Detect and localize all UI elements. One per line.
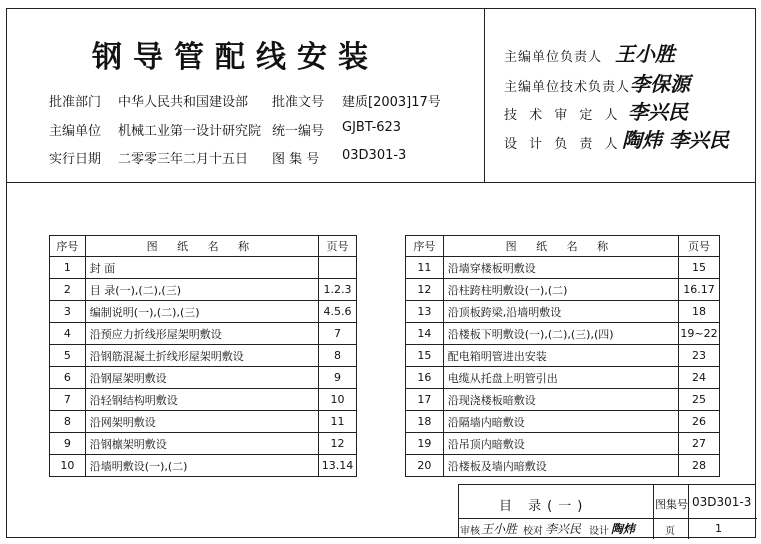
row-number: 7 (50, 389, 86, 411)
design-signature: 陶炜 (611, 522, 636, 536)
row-number: 4 (50, 323, 86, 345)
row-page: 4.5.6 (319, 301, 357, 323)
row-page: 10 (319, 389, 357, 411)
row-title: 沿轻钢结构明敷设 (85, 389, 318, 411)
row-title: 沿网架明敷设 (85, 411, 318, 433)
row-page: 15 (679, 257, 720, 279)
row-title: 沿预应力折线形屋架明敷设 (85, 323, 318, 345)
meta-label-editor: 主编单位 (49, 124, 102, 139)
row-page: 7 (319, 323, 357, 345)
meta-label-atlas-no: 图 集 号 (272, 152, 320, 167)
row-page: 23 (679, 345, 720, 367)
row-title: 沿墙明敷设(一),(二) (85, 455, 318, 477)
meta-label-unified-no: 统一编号 (272, 124, 325, 139)
meta-value-approver: 中华人民共和国建设部 (118, 95, 249, 110)
responsible-role-reviewer: 技 术 审 定 人 (504, 108, 622, 123)
table-row (50, 323, 357, 345)
table-row (406, 411, 720, 433)
review-signature: 王小胜 (481, 522, 518, 536)
design-label: 设计 (589, 526, 609, 537)
row-title: 沿柱跨柱明敷设(一),(二) (443, 279, 678, 301)
meta-value-editor: 机械工业第一设计研究院 (118, 124, 262, 139)
row-page: 11 (319, 411, 357, 433)
row-title: 沿钢屋架明敷设 (85, 367, 318, 389)
table-row (50, 345, 357, 367)
row-title: 沿现浇楼板暗敷设 (443, 389, 678, 411)
table-row (50, 389, 357, 411)
row-title: 沿钢檩架明敷设 (85, 433, 318, 455)
row-page: 27 (679, 433, 720, 455)
row-number: 14 (406, 323, 444, 345)
page-no: 1 (715, 522, 722, 535)
row-title: 沿楼板及墙内暗敷设 (443, 455, 678, 477)
row-title: 沿钢筋混凝土折线形屋架明敷设 (85, 345, 318, 367)
row-title: 沿顶板跨梁,沿墙明敷设 (443, 301, 678, 323)
row-number: 9 (50, 433, 86, 455)
table-row (50, 411, 357, 433)
table-row (50, 257, 357, 279)
row-title: 沿墙穿楼板明敷设 (443, 257, 678, 279)
row-page: 25 (679, 389, 720, 411)
row-number: 6 (50, 367, 86, 389)
page-title: 钢导管配线安装 (92, 40, 379, 75)
row-title: 电缆从托盘上明管引出 (443, 367, 678, 389)
meta-value-approval-no: 建质[2003]17号 (342, 95, 441, 110)
table-row (50, 433, 357, 455)
row-title: 配电箱明管进出安装 (443, 345, 678, 367)
table-row (406, 301, 720, 323)
row-number: 11 (406, 257, 444, 279)
signature-chief-editor: 王小胜 (615, 42, 675, 66)
table-row (406, 257, 720, 279)
row-page: 13.14 (319, 455, 357, 477)
meta-label-effective-date: 实行日期 (49, 152, 102, 167)
row-page: 26 (679, 411, 720, 433)
signature-reviewer: 李兴民 (628, 100, 688, 124)
header-name: 图 纸 名 称 (85, 236, 318, 257)
index-rows-right (406, 257, 720, 477)
responsible-role-tech-chief: 主编单位技术负责人 (504, 80, 631, 95)
row-page: 19~22 (679, 323, 720, 345)
header-name: 图 纸 名 称 (443, 236, 678, 257)
index-table-right (405, 235, 720, 477)
row-title: 封 面 (85, 257, 318, 279)
header-no: 序号 (406, 236, 444, 257)
atlas-label: 图集号 (655, 498, 688, 511)
tb-divider (653, 485, 654, 539)
row-number: 3 (50, 301, 86, 323)
row-title: 编制说明(一),(二),(三) (85, 301, 318, 323)
row-page: 18 (679, 301, 720, 323)
row-title: 目 录(一),(二),(三) (85, 279, 318, 301)
meta-value-effective-date: 二零零三年二月十五日 (118, 152, 249, 167)
check-signature: 李兴民 (545, 522, 582, 536)
table-row (406, 323, 720, 345)
row-number: 1 (50, 257, 86, 279)
index-rows-left (50, 257, 357, 477)
row-page: 9 (319, 367, 357, 389)
table-row (406, 433, 720, 455)
row-page: 12 (319, 433, 357, 455)
table-row (406, 279, 720, 301)
atlas-no: 03D301-3 (692, 495, 752, 509)
row-page: 24 (679, 367, 720, 389)
row-number: 5 (50, 345, 86, 367)
row-number: 16 (406, 367, 444, 389)
row-number: 20 (406, 455, 444, 477)
table-row (406, 367, 720, 389)
table-row (406, 345, 720, 367)
check-label: 校对 (523, 526, 543, 537)
table-row (406, 389, 720, 411)
row-title: 沿隔墙内暗敷设 (443, 411, 678, 433)
row-number: 17 (406, 389, 444, 411)
signature-tech-chief: 李保源 (630, 72, 690, 96)
responsible-role-chief-editor: 主编单位负责人 (504, 50, 603, 65)
row-page: 16.17 (679, 279, 720, 301)
signature-design-lead: 陶炜 李兴民 (622, 128, 729, 152)
header-divider (6, 182, 756, 183)
index-table-left (49, 235, 357, 477)
tb-divider (688, 485, 689, 539)
page-label: 页 (665, 526, 675, 537)
table-row (50, 367, 357, 389)
row-number: 13 (406, 301, 444, 323)
responsible-role-design-lead: 设 计 负 责 人 (504, 137, 622, 152)
row-page: 1.2.3 (319, 279, 357, 301)
row-number: 8 (50, 411, 86, 433)
meta-label-approver: 批准部门 (49, 95, 102, 110)
row-page (319, 257, 357, 279)
header-vertical-divider (484, 8, 485, 183)
row-number: 19 (406, 433, 444, 455)
row-number: 2 (50, 279, 86, 301)
header-page: 页号 (319, 236, 357, 257)
row-number: 18 (406, 411, 444, 433)
meta-value-atlas-no: 03D301-3 (342, 148, 407, 163)
table-row (50, 301, 357, 323)
meta-value-unified-no: GJBT-623 (342, 120, 402, 135)
table-row (50, 455, 357, 477)
row-number: 12 (406, 279, 444, 301)
table-row (406, 455, 720, 477)
title-block (458, 484, 756, 538)
sheet-title: 目 录(一) (499, 499, 589, 514)
row-number: 10 (50, 455, 86, 477)
row-title: 沿吊顶内暗敷设 (443, 433, 678, 455)
row-page: 8 (319, 345, 357, 367)
tb-divider (459, 518, 757, 519)
review-label: 审核 (460, 526, 480, 537)
meta-label-approval-no: 批准文号 (272, 95, 325, 110)
table-row (50, 279, 357, 301)
row-title: 沿楼板下明敷设(一),(二),(三),(四) (443, 323, 678, 345)
header-no: 序号 (50, 236, 86, 257)
header-page: 页号 (679, 236, 720, 257)
row-page: 28 (679, 455, 720, 477)
row-number: 15 (406, 345, 444, 367)
